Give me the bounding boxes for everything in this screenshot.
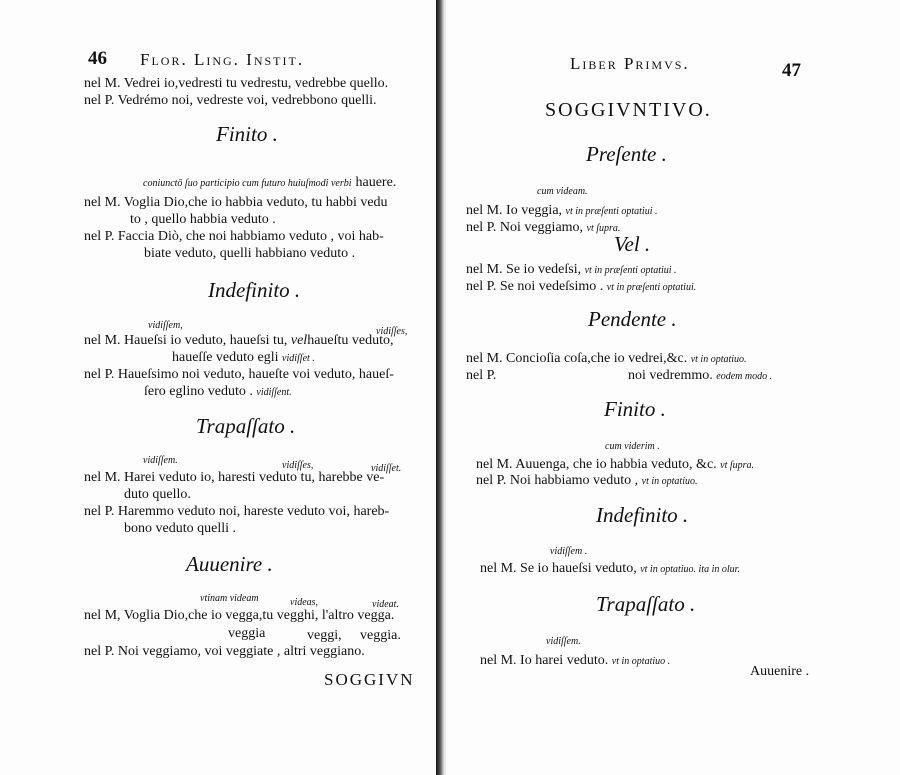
latin-gloss: vtinam videam	[200, 593, 259, 604]
latin-gloss: vidiſſes,	[376, 326, 408, 337]
text-line: nel M. Auuenga, che io habbia veduto, &c. vt ſupra.	[476, 457, 755, 472]
text-line: nel M. Io veggia, vt in præſenti optatiui .	[466, 203, 658, 218]
page-title: SOGGIVNTIVO.	[545, 99, 712, 121]
text-line: ſero eglino veduto . vidiſſent.	[144, 384, 292, 399]
text-line: veggia	[228, 626, 266, 641]
text-line: nel M. Se io haueſsi veduto, vt in optatiuo. ita in olur.	[480, 561, 740, 576]
text-line: nel P. Vedrémo noi, vedreste voi, vedrebbono quelli.	[84, 93, 377, 108]
text-line: nel P.	[466, 368, 497, 383]
text-line: duto quello.	[124, 487, 191, 502]
left-page	[0, 0, 440, 775]
text-line: noi vedremmo. eodem modo .	[628, 368, 773, 383]
catchword: SOGGIVN	[324, 670, 415, 689]
section-heading-trapassato-right: Trapaſſato .	[596, 592, 696, 616]
text-line: veggia.	[360, 628, 401, 643]
section-heading-trapassato: Trapaſſato .	[196, 414, 296, 438]
text-line: nel M. Harei veduto io, haresti veduto tu, harebbe ve-	[84, 470, 385, 485]
text-line: nel M. Se io vedeſsi, vt in præſenti optatiui .	[466, 262, 677, 277]
latin-gloss: videas,	[290, 597, 319, 608]
text-line: nel P. Noi veggiamo, vt ſupra.	[466, 220, 621, 235]
text-line: nel P. Haueſsimo noi veduto, haueſte voi veduto, haueſ-	[84, 367, 394, 382]
section-heading-finito: Finito .	[216, 122, 278, 146]
latin-gloss: videat.	[372, 599, 399, 610]
text-line: nel P. Noi veggiamo, voi veggiate , altri veggiano.	[84, 644, 365, 659]
latin-gloss: vidiſſes,	[282, 460, 314, 471]
running-head-left: Flor. Ling. Instit.	[140, 50, 305, 69]
section-heading-finito-right: Finito .	[604, 397, 666, 421]
text-line: nel P. Haremmo veduto noi, hareste veduto voi, hareb-	[84, 504, 390, 519]
text-line: nel M, Voglia Dio,che io vegga,tu vegghi, l'altro vegga.	[84, 608, 395, 623]
catchword-right: Auuenire .	[750, 664, 810, 679]
section-heading-presente: Preſente .	[586, 142, 667, 166]
text-line: to , quello habbia veduto .	[130, 212, 276, 227]
text-line: veggi,	[307, 628, 342, 643]
text-line: biate veduto, quelli habbiano veduto .	[144, 246, 356, 261]
latin-note: coniunctō ſuo participio cum futuro huiuſmodi verbi hauere.	[143, 175, 397, 190]
text-line: nel M. Io harei veduto. vt in optatiuo .	[480, 653, 671, 668]
latin-gloss: vidiſſem .	[550, 546, 588, 557]
text-line: nel M. Haueſsi io veduto, haueſsi tu, velhaueſtu veduto,	[84, 333, 394, 348]
latin-gloss: vidiſſem.	[143, 455, 178, 466]
text-line: nel M. Concioſia coſa,che io vedrei,&c. vt in optatiuo.	[466, 351, 747, 366]
latin-gloss: vidiſſem.	[546, 636, 581, 647]
text-line: nel M. Voglia Dio,che io habbia veduto, tu habbi vedu	[84, 195, 388, 210]
latin-gloss: vidiſſem,	[148, 320, 183, 331]
page-number-left: 46	[88, 48, 107, 69]
text-line: nel M. Vedrei io,vedresti tu vedrestu, vedrebbe quello.	[84, 76, 389, 91]
right-page	[446, 0, 900, 775]
section-heading-vel: Vel .	[614, 232, 651, 256]
text-line: haueſſe veduto egli vidiſſet .	[172, 350, 315, 365]
section-heading-pendente: Pendente .	[588, 307, 677, 331]
running-head-right: Liber Primvs.	[570, 54, 690, 73]
text-line: nel P. Noi habbiamo veduto , vt in optatiuo.	[476, 473, 698, 488]
page-number-right: 47	[782, 60, 801, 81]
section-heading-auuenire: Auuenire .	[186, 552, 273, 576]
text-line: nel P. Faccia Diò, che noi habbiamo veduto , voi hab-	[84, 229, 384, 244]
section-heading-indefinito-right: Indefinito .	[596, 503, 689, 527]
section-heading-indefinito: Indefinito .	[208, 278, 301, 302]
latin-gloss: cum videam.	[537, 186, 588, 197]
text-line: nel P. Se noi vedeſsimo . vt in præſenti optatiui.	[466, 279, 697, 294]
text-line: bono veduto quelli .	[124, 521, 236, 536]
latin-gloss: vidiſſet.	[371, 463, 402, 474]
latin-gloss: cum viderim .	[605, 441, 660, 452]
